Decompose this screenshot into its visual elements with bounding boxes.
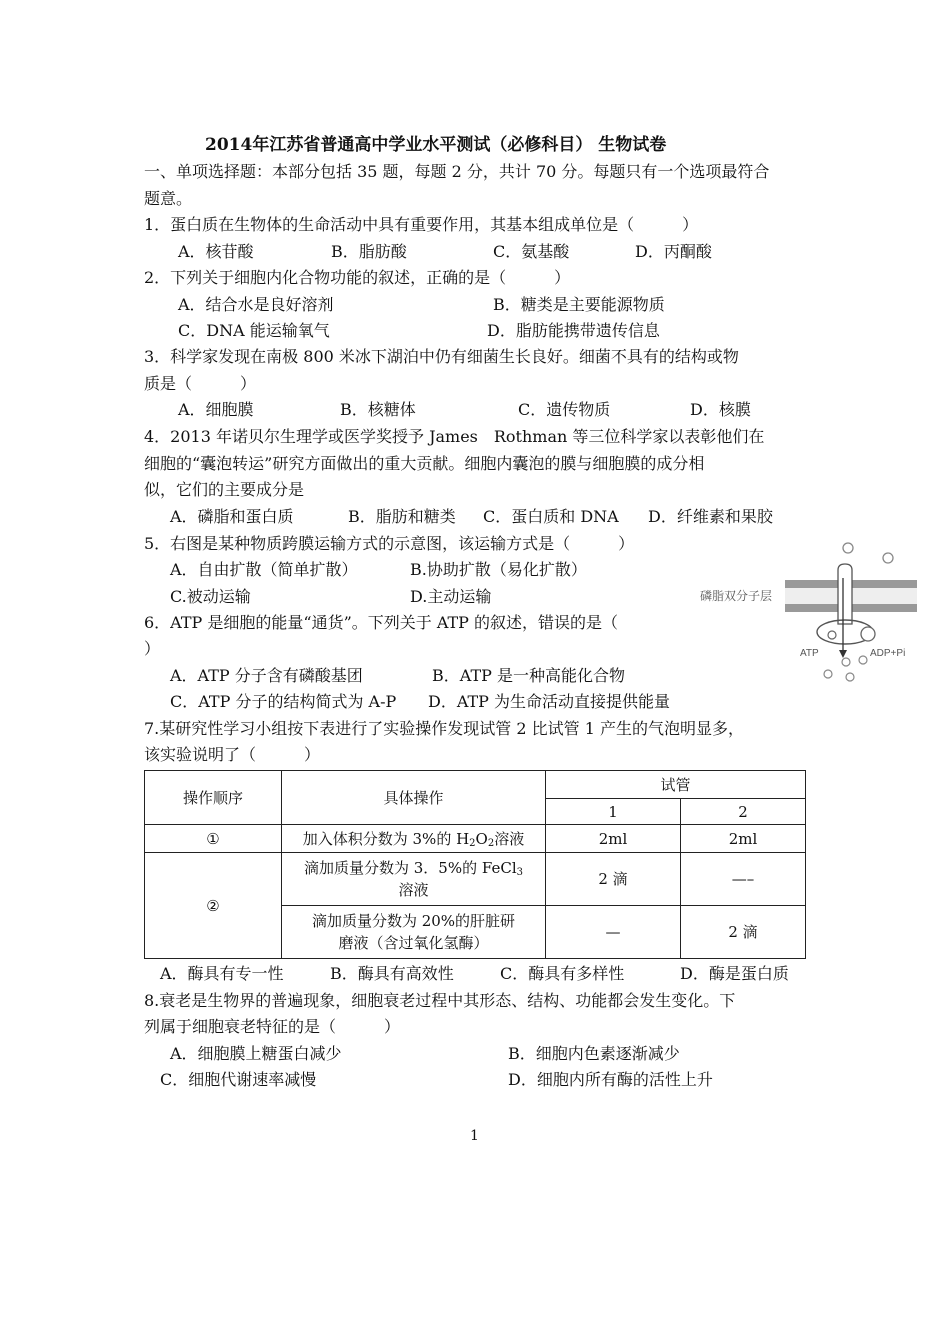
q3-option-b: B．核糖体 <box>340 400 416 419</box>
q2-option-d: D．脂肪能携带遗传信息 <box>487 321 660 340</box>
q4-stem-cont2: 似，它们的主要成分是 <box>144 480 305 499</box>
atp-label: ATP <box>800 648 819 659</box>
row2-tube2: —– <box>681 853 806 906</box>
q5-option-b: B.协助扩散（易化扩散） <box>410 560 587 579</box>
q5-option-c: C.被动运输 <box>170 587 251 606</box>
q2-option-b: B．糖类是主要能源物质 <box>493 295 665 314</box>
row1-tube1: 2ml <box>546 825 681 853</box>
row2-order: ② <box>145 853 282 959</box>
q4-option-d: D．纤维素和果胶 <box>648 507 773 526</box>
q1-stem: 1．蛋白质在生物体的生命活动中具有重要作用，其基本组成单位是（ ） <box>144 215 699 234</box>
q6-option-b: B．ATP 是一种高能化合物 <box>432 666 625 685</box>
q3-option-c: C．遗传物质 <box>518 400 611 419</box>
q3-stem: 3．科学家发现在南极 800 米冰下湖泊中仍有细菌生长良好。细菌不具有的结构或物 <box>144 347 739 366</box>
row2-operation: 滴加质量分数为 3．5%的 FeCl$_3$ 溶液 <box>282 853 546 906</box>
q7-option-c: C．酶具有多样性 <box>500 964 625 983</box>
header-tube: 试管 <box>546 771 806 799</box>
experiment-table <box>144 770 806 959</box>
q7-option-b: B．酶具有高效性 <box>330 964 454 983</box>
membrane-label-text: 磷脂双分子层 <box>700 589 773 603</box>
q3-option-a: A．细胞膜 <box>178 400 254 419</box>
row3-tube1: — <box>546 906 681 959</box>
q8-stem: 8.衰老是生物界的普遍现象，细胞衰老过程中其形态、结构、功能都会发生变化。下 <box>144 991 736 1010</box>
q6-option-d: D．ATP 为生命活动直接提供能量 <box>428 692 671 711</box>
q1-option-c: C．氨基酸 <box>493 242 570 261</box>
q7-option-d: D．酶是蛋白质 <box>680 964 789 983</box>
membrane-transport-figure <box>780 540 930 685</box>
q4-stem: 4．2013 年诺贝尔生理学或医学奖授予 James Rothman 等三位科学家以表彰他们在 <box>144 427 765 446</box>
row1-tube2: 2ml <box>681 825 806 853</box>
q8-option-b: B．细胞内色素逐渐减少 <box>508 1044 680 1063</box>
page-number: 1 <box>470 1128 479 1144</box>
header-order: 操作顺序 <box>145 771 282 825</box>
adp-label: ADP+Pi <box>870 648 906 659</box>
page-title: 2014年江苏省普通高中学业水平测试（必修科目） 生物试卷 <box>205 135 667 155</box>
q5-option-a: A．自由扩散（简单扩散） <box>170 560 358 579</box>
q2-stem: 2．下列关于细胞内化合物功能的叙述，正确的是（ ） <box>144 268 571 287</box>
header-tube-1: 1 <box>546 799 681 825</box>
q4-stem-cont1: 细胞的“囊泡转运”研究方面做出的重大贡献。细胞内囊泡的膜与细胞膜的成分相 <box>144 454 705 473</box>
header-tube-2: 2 <box>681 799 806 825</box>
q3-stem-cont: 质是（ ） <box>144 374 257 393</box>
q5-stem: 5．右图是某种物质跨膜运输方式的示意图，该运输方式是（ ） <box>144 534 635 553</box>
q1-option-b: B．脂肪酸 <box>331 242 407 261</box>
q6-stem: 6．ATP 是细胞的能量“通货”。下列关于 ATP 的叙述，错误的是（ <box>144 613 619 632</box>
q5-option-d: D.主动运输 <box>410 587 492 606</box>
q8-option-d: D．细胞内所有酶的活性上升 <box>508 1070 713 1089</box>
q6-option-a: A．ATP 分子含有磷酸基团 <box>170 666 363 685</box>
q8-stem-cont: 列属于细胞衰老特征的是（ ） <box>144 1017 401 1036</box>
table-row <box>145 825 806 853</box>
q7-option-a: A．酶具有专一性 <box>160 964 284 983</box>
row3-tube2: 2 滴 <box>681 906 806 959</box>
q2-option-c: C．DNA 能运输氧气 <box>178 321 330 340</box>
q7-stem: 7.某研究性学习小组按下表进行了实验操作发现试管 2 比试管 1 产生的气泡明显多， <box>144 719 744 738</box>
row1-operation: 加入体积分数为 3%的 $H_2O_2$溶液 <box>282 825 546 853</box>
q1-option-d: D．丙酮酸 <box>635 242 712 261</box>
row1-order: ① <box>145 825 282 853</box>
header-operation: 具体操作 <box>282 771 546 825</box>
q3-option-d: D．核膜 <box>690 400 751 419</box>
q8-option-a: A．细胞膜上糖蛋白减少 <box>170 1044 342 1063</box>
q4-option-c: C．蛋白质和 DNA <box>483 507 619 526</box>
q1-option-a: A．核苷酸 <box>178 242 254 261</box>
row3-operation: 滴加质量分数为 20%的肝脏研 磨液（含过氧化氢酶） <box>282 906 546 959</box>
q4-option-a: A．磷脂和蛋白质 <box>170 507 294 526</box>
row2-tube1: 2 滴 <box>546 853 681 906</box>
q6-stem-cont: ） <box>144 639 161 658</box>
section-instruction: 一、单项选择题：本部分包括 35 题，每题 2 分，共计 70 分。每题只有一个选项最符合 <box>144 162 770 181</box>
table-row <box>145 853 806 906</box>
q8-option-c: C．细胞代谢速率减慢 <box>160 1070 317 1089</box>
section-instruction-cont: 题意。 <box>144 189 193 208</box>
q2-option-a: A．结合水是良好溶剂 <box>178 295 334 314</box>
q7-stem-cont: 该实验说明了（ ） <box>144 745 321 764</box>
q6-option-c: C．ATP 分子的结构简式为 A-P <box>170 692 397 711</box>
q4-option-b: B．脂肪和糖类 <box>348 507 456 526</box>
